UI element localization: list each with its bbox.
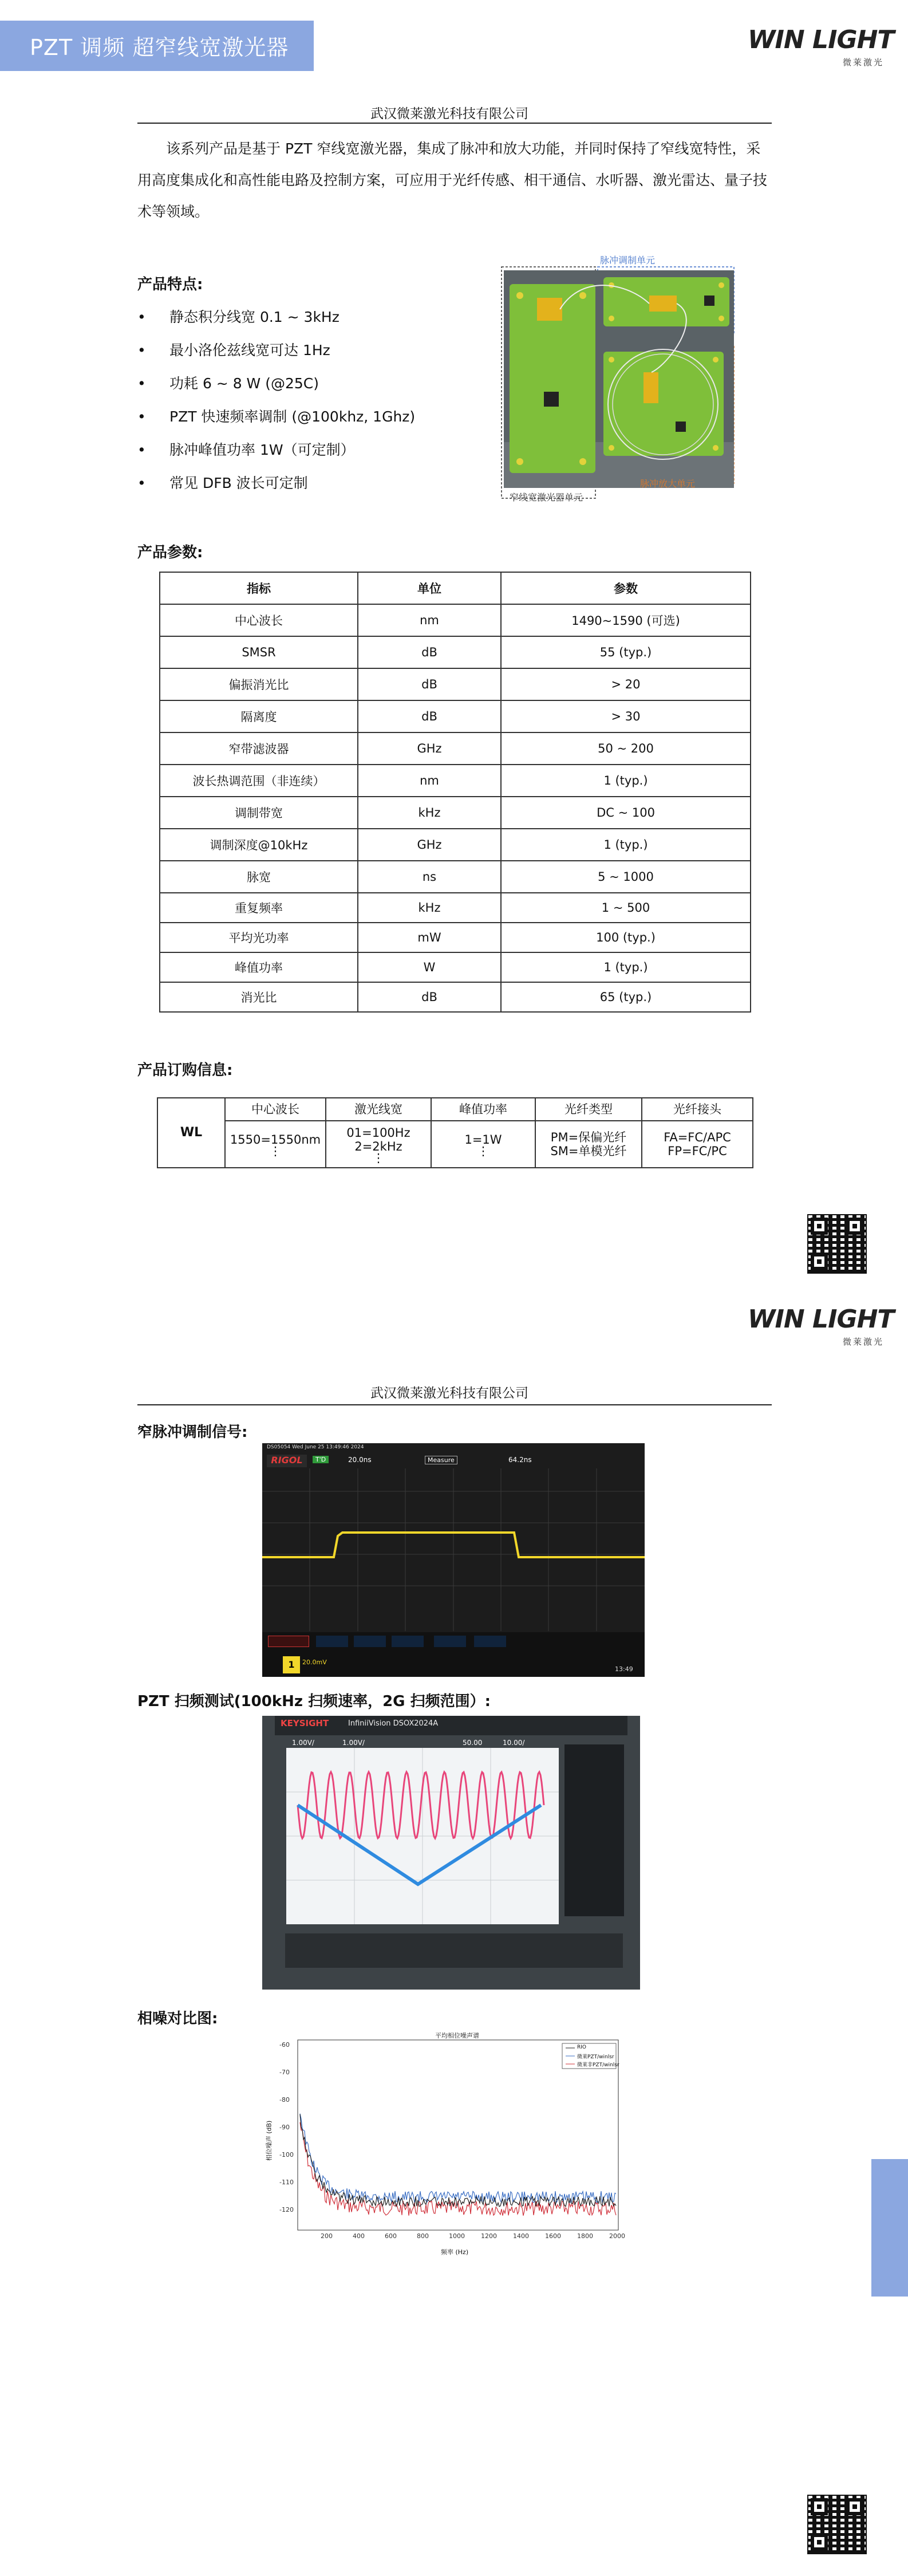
table-cell: mW [358,923,501,952]
pzt-scan-title: PZT 扫频测试(100kHz 扫频速率，2G 扫频范围）: [137,1693,491,1710]
features-title: 产品特点: [137,276,203,293]
order-value: 01=100Hz [346,1126,410,1140]
table-cell: 波长热调范围（非连续） [160,765,358,797]
table-cell: > 20 [501,668,751,700]
company-logo [748,21,894,72]
scope-brand: RIGOL [267,1455,307,1467]
order-cell [431,1121,535,1168]
table-row [160,952,751,982]
y-tick-label: -90 [279,2124,290,2131]
params-header: 参数 [501,572,751,604]
order-value: PM=保偏光纤 [550,1131,627,1144]
order-header: 中心波长 [225,1098,326,1121]
table-cell: 55 (typ.) [501,636,751,668]
table-row [160,700,751,732]
feature-text: 常见 DFB 波长可定制 [169,475,308,491]
legend-item: 微莱非PZT/winlsr [577,2062,619,2068]
oscilloscope-scan [262,1716,640,1990]
table-cell: > 30 [501,700,751,732]
table-row [160,636,751,668]
order-header: 激光线宽 [326,1098,431,1121]
table-row [160,797,751,829]
x-tick-label: 1800 [577,2232,593,2240]
phase-noise-chart [265,2031,641,2260]
header-rule [137,1404,772,1405]
pulse-signal-title: 窄脉冲调制信号: [137,1424,248,1441]
bullet-icon: • [137,309,146,325]
intro-paragraph: 该系列产品是基于 PZT 窄线宽激光器，集成了脉冲和放大功能，并同时保持了窄线宽特性，采用高度集成化和高性能电路及控制方案，可应用于光纤传感、相干通信、水听器、激光雷达、量子技术等领域。 [137,140,768,220]
order-cell [535,1121,642,1168]
feature-item [137,339,330,360]
x-tick-label: 600 [385,2232,397,2240]
y-tick-label: -110 [279,2179,294,2186]
chart-title: 平均相位噪声谱 [435,2032,479,2039]
side-tab[interactable] [871,2159,908,2297]
table-cell: 峰值功率 [160,952,358,982]
bullet-icon: • [137,408,146,425]
feature-text: PZT 快速频率调制 (@100khz, 1Ghz) [169,408,416,425]
order-table [157,1097,753,1168]
table-cell: 65 (typ.) [501,982,751,1012]
order-value: 1=1W [464,1133,502,1147]
params-header: 指标 [160,572,358,604]
order-value: ⋮ [372,1151,385,1165]
feature-item [137,306,339,326]
x-tick-label: 1400 [513,2232,529,2240]
table-cell: 5 ~ 1000 [501,861,751,893]
table-cell: 脉宽 [160,861,358,893]
scope-timestamp: DS05054 Wed June 25 13:49:46 2024 [267,1444,364,1450]
params-title: 产品参数: [137,544,203,561]
feature-text: 静态积分线宽 0.1 ~ 3kHz [169,309,339,325]
feature-item [137,472,308,493]
scope-clock: 13:49 [615,1665,633,1673]
scope2-timebase: 10.00/ [503,1739,525,1747]
scope-ch1-scale: 20.0mV [302,1659,327,1666]
oscilloscope-pulse: DS05054 Wed June 25 13:49:46 2024 RIGOL T'D 20.0ns Measure 64.2ns 1 20.0mV 13:49 [262,1443,645,1677]
company-logo [748,1300,894,1352]
order-value: ⋮ [477,1144,489,1158]
order-value: FP=FC/PC [668,1144,727,1158]
order-value: 2=2kHz [354,1140,402,1153]
scope-status: T'D [313,1456,329,1463]
table-cell: DC ~ 100 [501,797,751,829]
params-table [159,572,751,1013]
table-cell: W [358,952,501,982]
x-tick-label: 1200 [481,2232,497,2240]
qr-code [807,1214,867,1274]
table-cell: 调制深度@10kHz [160,829,358,861]
table-cell: 平均光功率 [160,923,358,952]
label-pulse-unit: 脉冲调制单元 [600,255,656,266]
table-cell: 重复频率 [160,893,358,923]
y-tick-label: -70 [279,2069,290,2076]
y-tick-label: -120 [279,2206,294,2213]
table-cell: 1 (typ.) [501,765,751,797]
table-cell: 1490~1590 (可选) [501,604,751,636]
table-cell: SMSR [160,636,358,668]
order-header: 光纤类型 [535,1098,642,1121]
scope-meas-box [268,1636,309,1647]
company-name: 武汉微莱激光科技有限公司 [370,1386,528,1401]
header-rule [137,123,772,124]
scope2-ch2: 1.00V/ [342,1739,365,1747]
legend-item: RIO [577,2045,586,2050]
qr-code [807,2495,867,2554]
table-row [160,732,751,765]
table-row [160,765,751,797]
x-tick-label: 2000 [609,2232,625,2240]
noise-title: 相噪对比图: [137,2010,218,2027]
order-header: 峰值功率 [431,1098,535,1121]
table-cell: 50 ~ 200 [501,732,751,765]
table-cell: 消光比 [160,982,358,1012]
order-value: ⋮ [269,1144,282,1158]
x-tick-label: 200 [321,2232,333,2240]
x-tick-label: 1600 [545,2232,561,2240]
feature-item [137,405,415,426]
x-tick-label: 1000 [449,2232,465,2240]
scope2-brand: KEYSIGHT [281,1718,329,1728]
table-cell: GHz [358,829,501,861]
table-row [160,668,751,700]
order-header: 光纤接头 [642,1098,753,1121]
logo-text: WIN LIGHT [748,1305,894,1334]
logo-text: WIN LIGHT [748,25,894,54]
feature-text: 脉冲峰值功率 1W（可定制） [169,442,355,458]
table-cell: dB [358,668,501,700]
module-diagram [497,250,743,507]
table-cell: 1 (typ.) [501,829,751,861]
table-cell: ns [358,861,501,893]
table-cell: 100 (typ.) [501,923,751,952]
label-laser-unit: 窄线宽激光器单元 [510,492,583,503]
table-row [160,982,751,1012]
bullet-icon: • [137,375,146,392]
y-tick-label: -80 [279,2096,290,2104]
scope-trigger: 64.2ns [508,1456,532,1464]
x-axis-label: 频率 (Hz) [441,2248,469,2256]
table-cell: 窄带滤波器 [160,732,358,765]
table-cell: kHz [358,893,501,923]
logo-subtitle: 微莱激光 [842,1337,884,1347]
label-amp-unit: 脉冲放大单元 [640,478,696,489]
company-name: 武汉微莱激光科技有限公司 [370,107,528,121]
feature-text: 功耗 6 ~ 8 W (@25C) [169,375,319,392]
feature-text: 最小洛伦兹线宽可达 1Hz [169,342,330,359]
table-row [160,829,751,861]
x-tick-label: 400 [353,2232,365,2240]
scope2-offset: 50.00 [463,1739,483,1747]
table-row [160,861,751,893]
scope2-model: InfiniiVision DSOX2024A [348,1719,439,1728]
table-row [160,923,751,952]
order-value: 1550=1550nm [230,1133,321,1147]
table-cell: nm [358,765,501,797]
table-cell: 中心波长 [160,604,358,636]
table-cell: dB [358,700,501,732]
x-tick-label: 800 [417,2232,429,2240]
order-cell [326,1121,431,1168]
table-row [160,604,751,636]
scope2-ch1: 1.00V/ [292,1739,314,1747]
table-cell: 1 ~ 500 [501,893,751,923]
table-cell: dB [358,636,501,668]
order-cell [642,1121,753,1168]
scope-mode: Measure [425,1456,457,1464]
table-cell: kHz [358,797,501,829]
params-header: 单位 [358,572,501,604]
y-tick-label: -100 [279,2151,294,2159]
order-cell [225,1121,326,1168]
bullet-icon: • [137,442,146,458]
feature-item [137,439,355,459]
legend-item: 微莱PZT/winlsr [577,2054,614,2060]
order-title: 产品订购信息: [137,1062,233,1079]
table-cell: 偏振消光比 [160,668,358,700]
table-cell: nm [358,604,501,636]
table-cell: GHz [358,732,501,765]
page-title: PZT 调频 超窄线宽激光器 [30,35,289,60]
table-cell: 1 (typ.) [501,952,751,982]
table-cell: 调制带宽 [160,797,358,829]
order-value: FA=FC/APC [664,1131,731,1144]
scope-timebase: 20.0ns [348,1456,372,1464]
logo-subtitle: 微莱激光 [842,57,884,68]
table-cell: dB [358,982,501,1012]
table-row [160,893,751,923]
bullet-icon: • [137,475,146,491]
order-row-label: WL [157,1098,225,1168]
feature-item [137,372,319,393]
order-value: SM=单模光纤 [550,1144,627,1158]
table-cell: 隔离度 [160,700,358,732]
y-tick-label: -60 [279,2041,290,2049]
y-axis-label: 相位噪声 (dB) [265,2120,273,2161]
bullet-icon: • [137,342,146,359]
